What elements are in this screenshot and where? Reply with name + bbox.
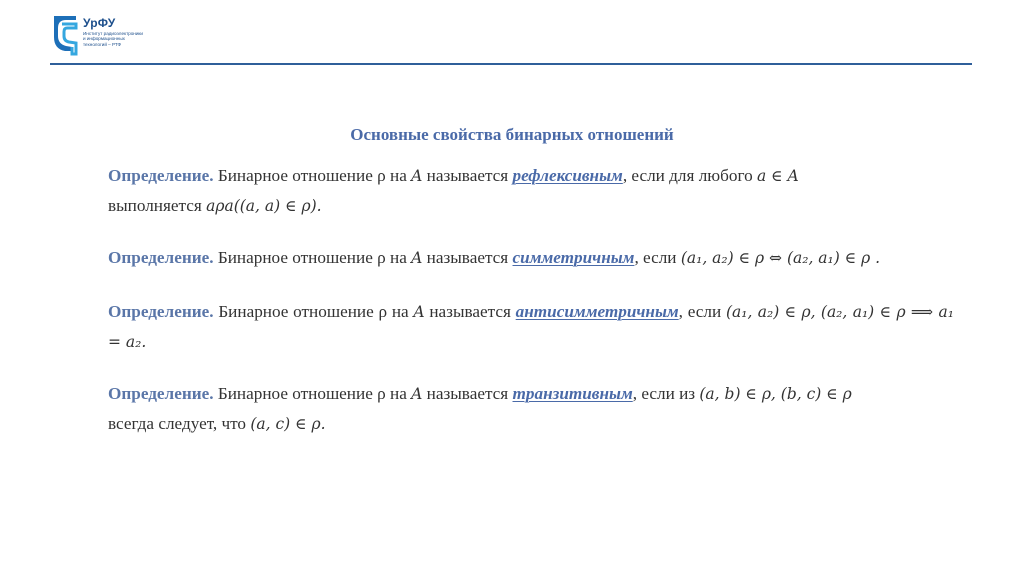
set-symbol: A — [411, 249, 423, 267]
definition-transitive — [108, 379, 954, 439]
definition-text: , если — [634, 248, 677, 267]
slide-header — [0, 0, 1024, 70]
definition-lead: Определение. — [108, 384, 214, 403]
definition-lead: Определение. — [108, 302, 214, 321]
definition-text: называется — [426, 248, 509, 267]
definition-symmetric — [108, 243, 954, 273]
definitions-list — [108, 161, 954, 461]
logo-name: УрФУ — [83, 16, 116, 30]
set-symbol: A — [413, 303, 425, 321]
definition-antisymmetric — [108, 297, 954, 357]
definition-text: , если из — [632, 384, 696, 403]
definition-text: всегда следует, что — [108, 414, 247, 433]
definition-lead: Определение. — [108, 166, 214, 185]
term-reflexive: рефлексивным — [512, 166, 623, 185]
definition-text: называется — [426, 166, 509, 185]
condition-formula: (a, b) ∈ ρ, (b, c) ∈ ρ — [699, 385, 852, 403]
logo-subtitle: Институт радиоэлектроники и информационных технологий – РТФ — [83, 31, 143, 47]
definition-text: называется — [429, 302, 511, 321]
definition-text: , если — [678, 302, 722, 321]
definition-text: Бинарное отношение ρ на — [217, 248, 407, 267]
definition-text: , если для любого — [622, 166, 753, 185]
set-symbol: A — [411, 167, 423, 185]
definition-text: Бинарное отношение ρ на — [217, 384, 407, 403]
definition-text: Бинарное отношение ρ на — [217, 166, 407, 185]
slide-title: Основные свойства бинарных отношений — [350, 125, 674, 144]
condition-formula: (a, c) ∈ ρ. — [250, 415, 326, 433]
term-symmetric: симметричным — [512, 248, 635, 267]
definition-text: выполняется — [108, 196, 202, 215]
condition-formula: (a₁, a₂) ∈ ρ, (a₂, a₁) ∈ ρ ⟹ a₁ = a₂. — [108, 303, 954, 351]
condition-formula: a ∈ A — [756, 167, 799, 185]
condition-formula: (a₁, a₂) ∈ ρ ⇔ (a₂, a₁) ∈ ρ . — [680, 249, 881, 267]
definition-text: Бинарное отношение ρ на — [218, 302, 409, 321]
condition-formula: aρa((a, a) ∈ ρ). — [206, 197, 322, 215]
header-divider — [50, 63, 972, 65]
definition-text: называется — [426, 384, 509, 403]
term-antisymmetric: антисимметричным — [515, 302, 679, 321]
definition-reflexive — [108, 161, 954, 221]
term-transitive: транзитивным — [512, 384, 633, 403]
urfu-logo-icon — [52, 14, 78, 56]
set-symbol: A — [411, 385, 423, 403]
definition-lead: Определение. — [108, 248, 214, 267]
